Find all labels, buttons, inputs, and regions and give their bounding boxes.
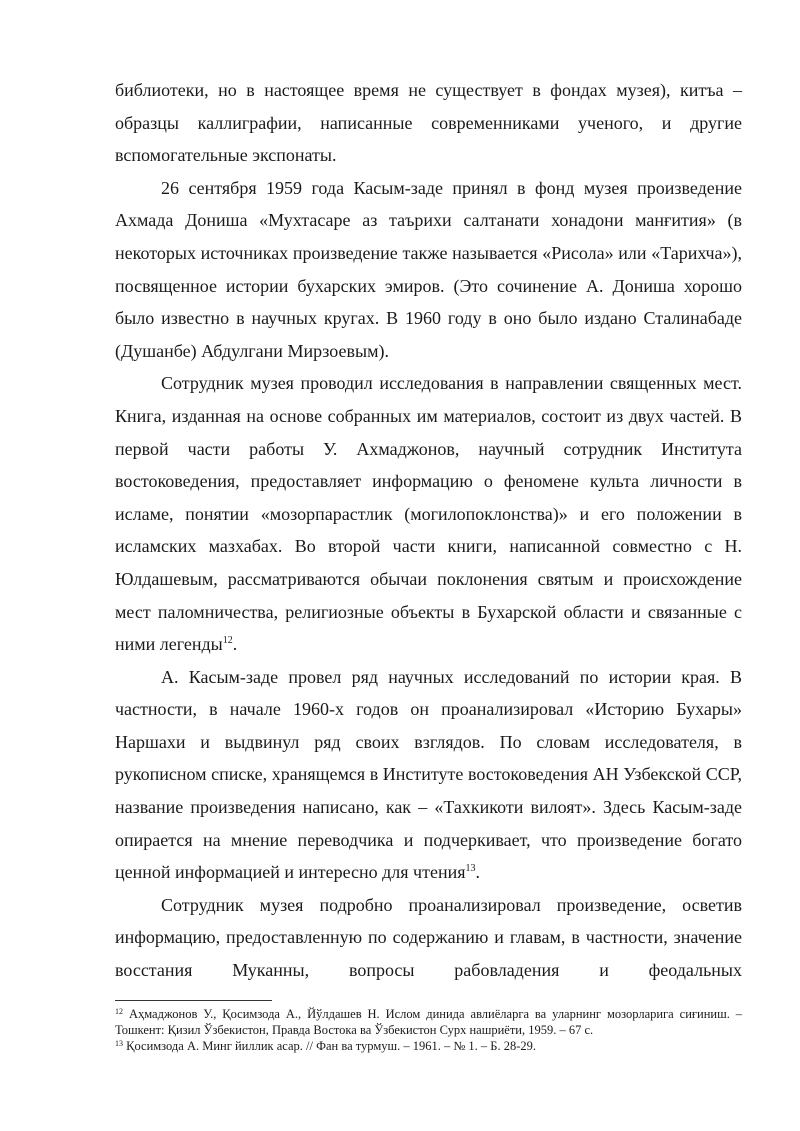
footnote-ref-13[interactable]: 13 [465, 863, 476, 875]
paragraph-text: А. Касым-заде провел ряд научных исследований по истории края. В частности, в начале 1960-х годов он проанализировал «Историю Бухары» Наршахи и выдвинул ряд своих взглядов. По словам исследователя, в рукописном списке, хранящемся в Институте востоковедения АН Узбекской ССР, название произведения написано, как – «Тахкикоти вилоят». Здесь Касым-заде опирается на мнение переводчика и подчеркивает, что произведение богато ценной информацией и интересно для чтения [115, 666, 742, 883]
page-body [115, 74, 742, 987]
footnote-12 [115, 1006, 742, 1038]
footnote-number: 13 [115, 1039, 123, 1048]
paragraph-muqanna-analysis [115, 889, 742, 987]
footnote-separator [115, 1000, 272, 1001]
paragraph-continuation [115, 74, 742, 172]
paragraph-text: Сотрудник музея проводил исследования в направлении священных мест. Книга, изданная на основе собранных им материалов, состоит из двух частей. В первой части работы У. Ахмаджонов, научный сотрудник Института востоковедения, предоставляет информацию о феномене культа личности в исламе, понятии «мозорпарастлик (могилопоклонства)» и его положении в исламских мазхабах. Во второй части книги, написанной совместно с Н. Юлдашевым, рассматриваются обычаи поклонения святым и происхождение мест паломничества, религиозные объекты в Бухарской области и связанные с ними легенды [115, 373, 742, 655]
footnote-text: Аҳмаджонов У., Қосимзода А., Йўлдашев Н. Ислом динида авлиёларга ва уларнинг мозорларига сиғиниш. – Тошкент: Қизил Ўзбекистон, Правда Востока ва Ўзбекистон Сурх нашриёти, 1959. – 67 с. [115, 1007, 743, 1037]
paragraph-sacred-places: Сотрудник музея проводил исследования в направлении священных мест. Книга, изданная на основе собранных им материалов, состоит из двух частей. В первой части работы У. Ахмаджонов, научный сотрудник Института востоковедения, предоставляет информацию о феномене культа личности в исламе, понятии «мозорпарастлик (могилопоклонства)» и его положении в исламских мазхабах. Во второй части книги, написанной совместно с Н. Юлдашевым, рассматриваются обычаи поклонения святым и происхождение мест паломничества, религиозные объекты в Бухарской области и связанные с ними легенды$^{12}$. [115, 373, 742, 655]
paragraph-text: Сотрудник музея подробно проанализировал произведение, осветив информацию, предоставленную по содержанию и главам, в частности, значение восстания Муканны, вопросы рабовладения и феодальных [115, 894, 742, 981]
footnote-number: 12 [115, 1007, 123, 1016]
footnote-13 [115, 1038, 742, 1054]
footnote-ref-12[interactable]: 12 [222, 635, 233, 647]
footnote-text: Қосимзода А. Минг йиллик асар. // Фан ва турмуш. – 1961. – № 1. – Б. 28-29. [126, 1039, 537, 1053]
paragraph-donish-manuscript [115, 172, 742, 368]
paragraph-narshakhi-research: А. Касым-заде провел ряд научных исследований по истории края. В частности, в начале 1960-х годов он проанализировал «Историю Бухары» Наршахи и выдвинул ряд своих взглядов. По словам исследователя, в рукописном списке, хранящемся в Институте востоковедения АН Узбекской ССР, название произведения написано, как – «Тахкикоти вилоят». Здесь Касым-заде опирается на мнение переводчика и подчеркивает, что произведение богато ценной информацией и интересно для чтения$^{13}$. [115, 666, 742, 883]
paragraph-text: 26 сентября 1959 года Касым-заде принял в фонд музея произведение Ахмада Дониша «Мухтасаре аз таърихи салтанати хонадони манғития» (в некоторых источниках произведение также называется «Рисола» или «Тарихча»), посвященное истории бухарских эмиров. (Это сочинение А. Дониша хорошо было известно в научных кругах. В 1960 году в оно было издано Сталинабаде (Душанбе) Абдулгани Мирзоевым). [115, 177, 742, 361]
footnotes-section [115, 1006, 742, 1054]
paragraph-text: библиотеки, но в настоящее время не существует в фондах музея), китъа – образцы каллиграфии, написанные современниками ученого, и другие вспомогательные экспонаты. [115, 80, 742, 166]
